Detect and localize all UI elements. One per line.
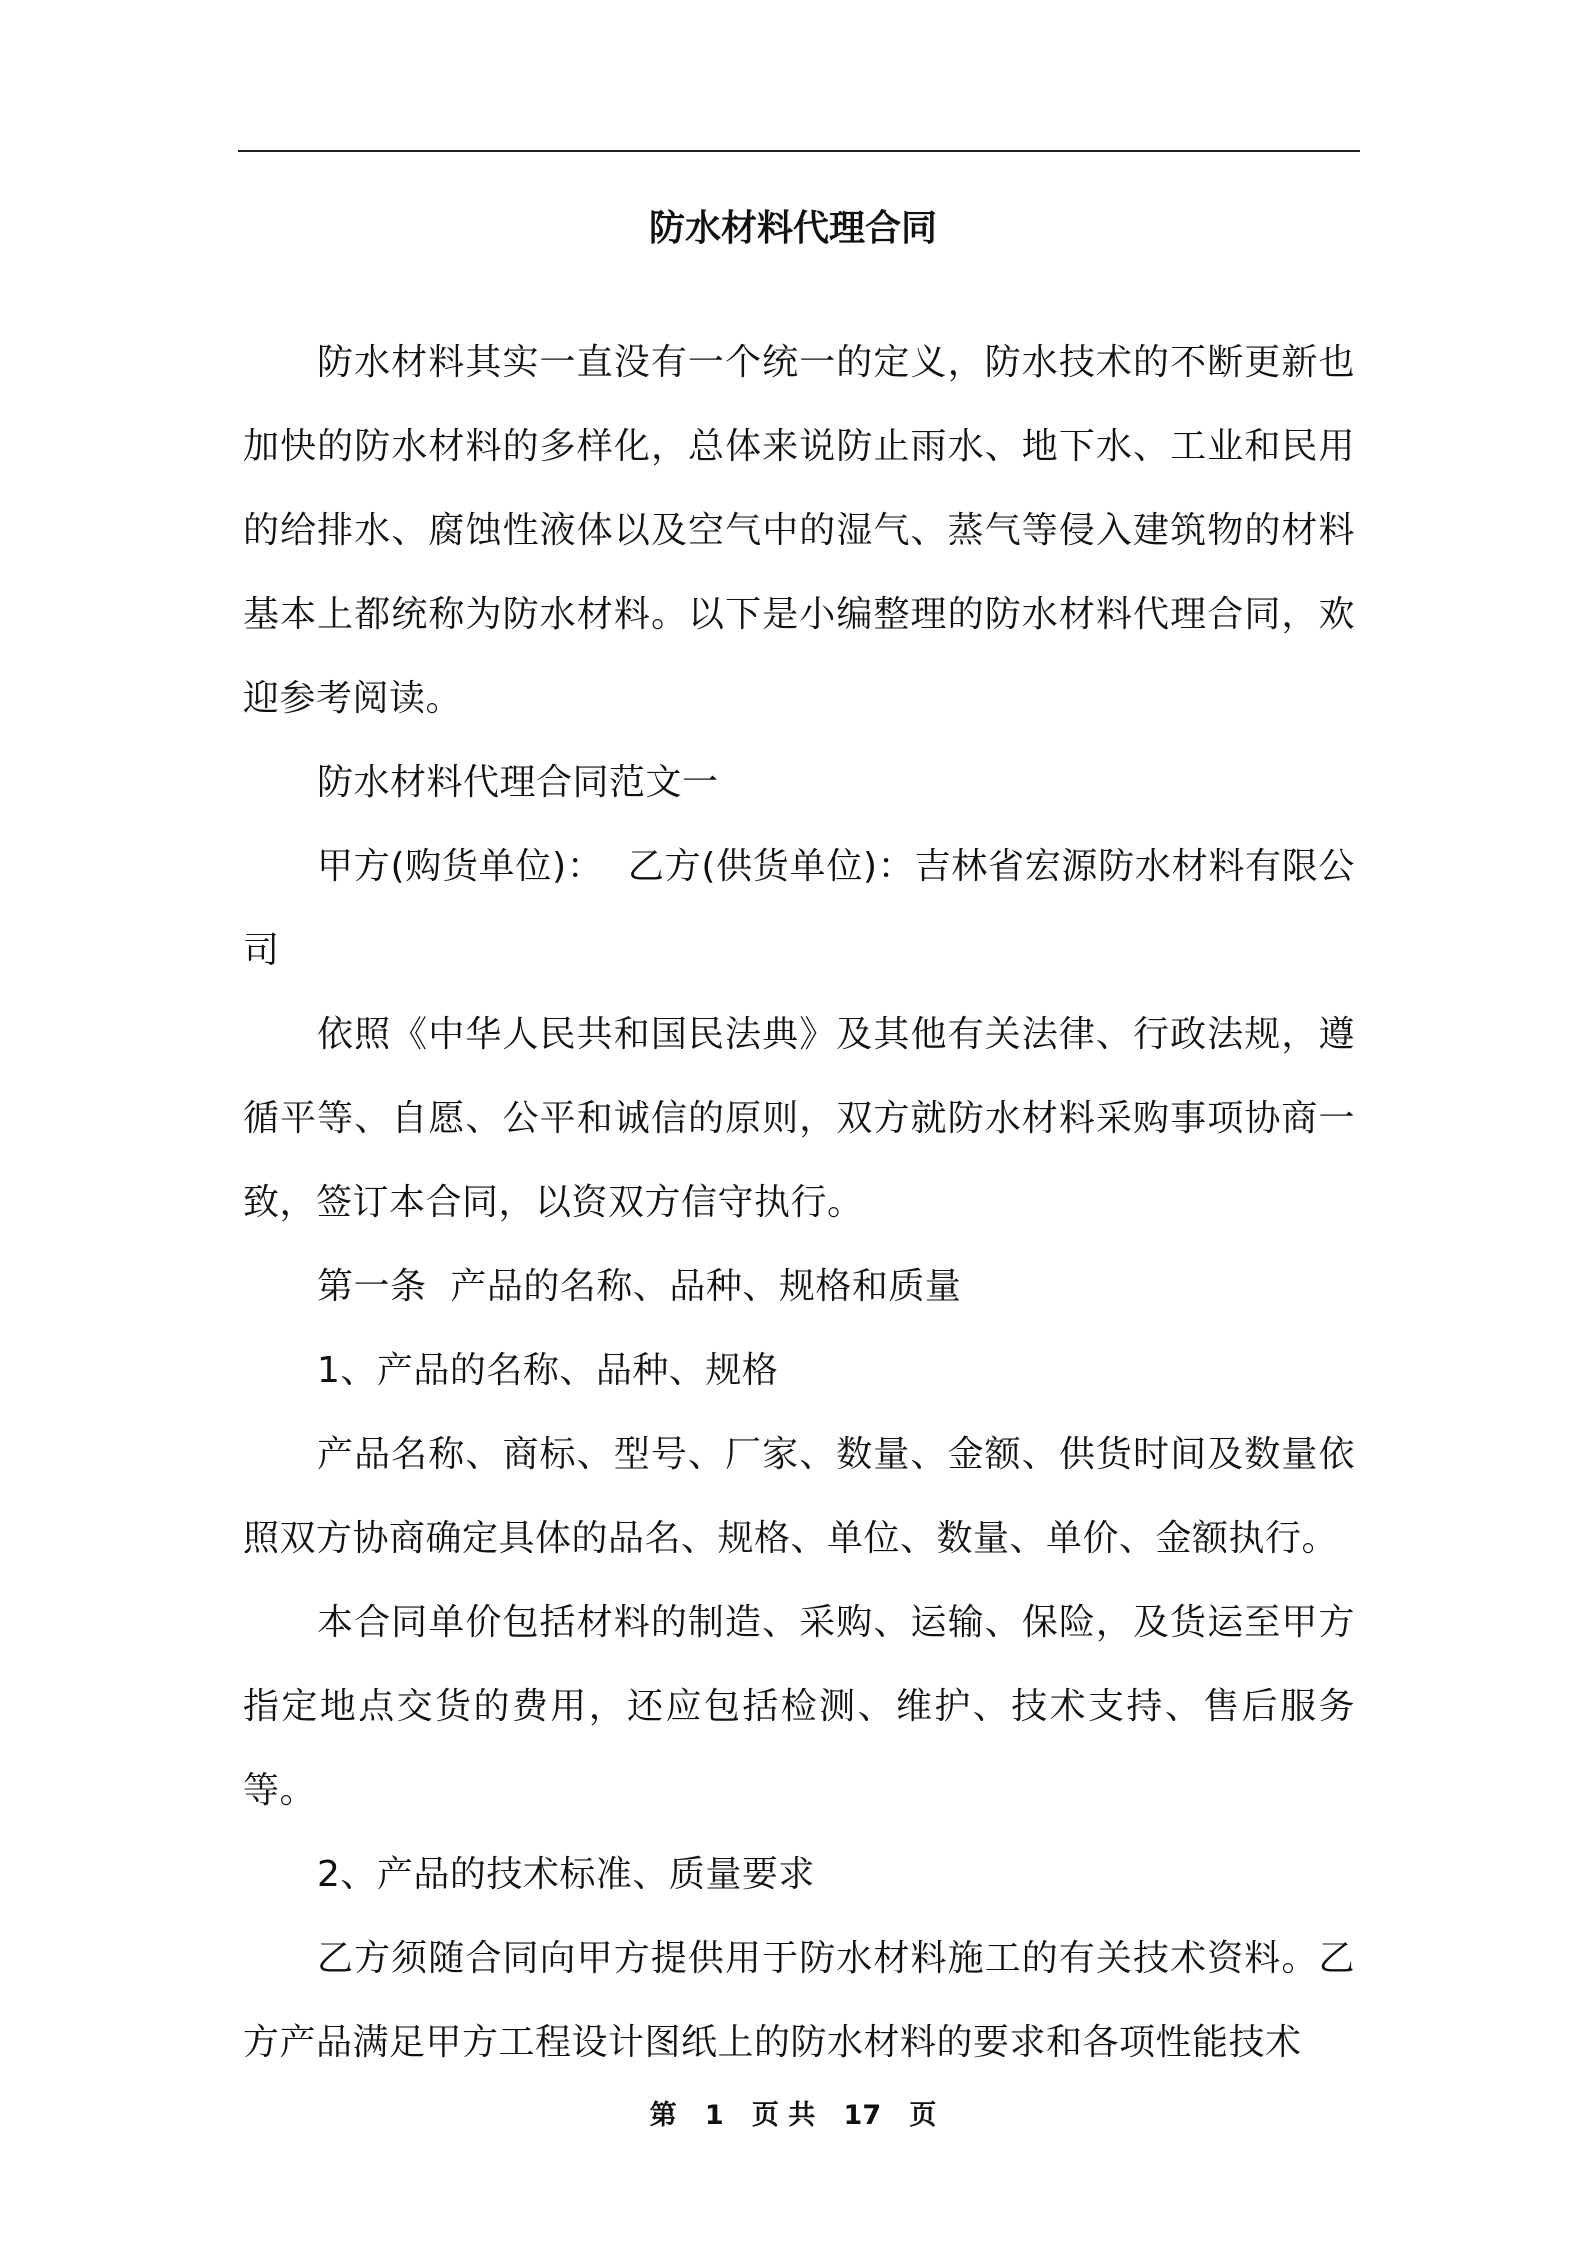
document-title: 防水材料代理合同 bbox=[648, 208, 937, 249]
header-rule bbox=[238, 150, 1360, 152]
paragraph-unit-price: 本合同单价包括材料的制造、采购、运输、保险，及货运至甲方指定地点交货的费用，还应包括检测、维护、技术支持、售后服务等。 bbox=[243, 1602, 1355, 1811]
paragraph-section-1-heading: 1、产品的名称、品种、规格 bbox=[317, 1350, 779, 1391]
paragraph-parties: 甲方(购货单位)： 乙方(供货单位)：吉林省宏源防水材料有限公司 bbox=[243, 846, 1355, 971]
footer-suffix: 页 bbox=[909, 2100, 937, 2131]
paragraph-sample-heading: 防水材料代理合同范文一 bbox=[317, 762, 719, 803]
document-body bbox=[243, 321, 1355, 2085]
paragraph-technical-materials: 乙方须随合同向甲方提供用于防水材料施工的有关技术资料。乙方产品满足甲方工程设计图纸上的防水材料的要求和各项性能技术 bbox=[243, 1938, 1355, 2063]
paragraph-article-1-heading: 第一条 产品的名称、品种、规格和质量 bbox=[317, 1266, 962, 1307]
paragraph-legal-basis: 依照《中华人民共和国民法典》及其他有关法律、行政法规，遵循平等、自愿、公平和诚信的原则，双方就防水材料采购事项协商一致，签订本合同，以资双方信守执行。 bbox=[243, 1014, 1355, 1223]
paragraph-section-2-heading: 2、产品的技术标准、质量要求 bbox=[317, 1854, 815, 1895]
footer-middle: 页 共 bbox=[751, 2100, 816, 2131]
paragraph-product-info: 产品名称、商标、型号、厂家、数量、金额、供货时间及数量依照双方协商确定具体的品名、规格、单位、数量、单价、金额执行。 bbox=[243, 1434, 1355, 1559]
paragraph-intro: 防水材料其实一直没有一个统一的定义，防水技术的不断更新也加快的防水材料的多样化，总体来说防止雨水、地下水、工业和民用的给排水、腐蚀性液体以及空气中的湿气、蒸气等侵入建筑物的材料基本上都统称为防水材料。以下是小编整理的防水材料代理合同，欢迎参考阅读。 bbox=[243, 342, 1355, 719]
page-footer bbox=[0, 2096, 1586, 2136]
footer-prefix: 第 bbox=[649, 2100, 677, 2131]
footer-total-pages: 17 bbox=[843, 2100, 882, 2131]
footer-page-number: 1 bbox=[704, 2100, 724, 2131]
